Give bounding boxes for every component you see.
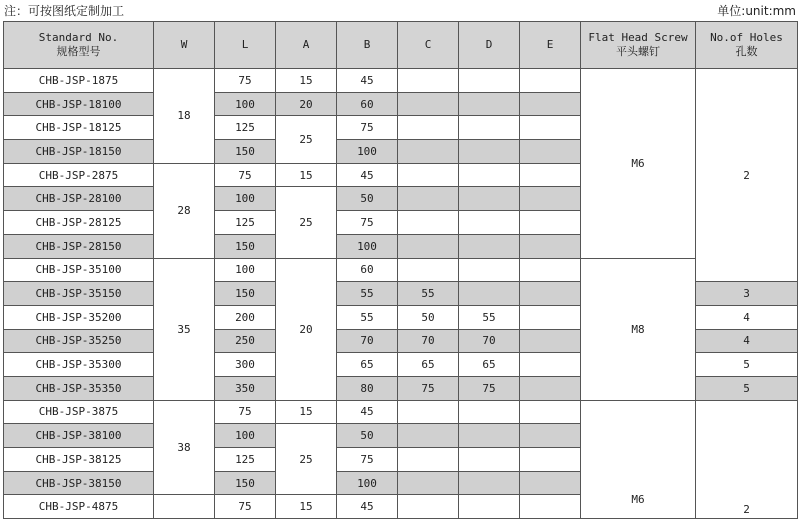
cell-d: 75 [459,376,520,400]
cell-e [520,424,581,448]
cell-e [520,92,581,116]
cell-l: 75 [215,163,276,187]
cell-standard-no: CHB-JSP-38150 [4,471,154,495]
cell-b: 65 [337,353,398,377]
cell-l: 125 [215,116,276,140]
cell-d [459,163,520,187]
cell-l: 150 [215,282,276,306]
cell-standard-no: CHB-JSP-3875 [4,400,154,424]
cell-a-group: 20 [276,258,337,400]
cell-standard-no: CHB-JSP-35150 [4,282,154,306]
cell-b: 50 [337,187,398,211]
cell-b: 100 [337,471,398,495]
cell-b: 75 [337,448,398,472]
cell-e [520,305,581,329]
cell-d [459,140,520,164]
cell-standard-no: CHB-JSP-28150 [4,234,154,258]
cell-a: 15 [276,69,337,93]
header-standard-no: Standard No. 规格型号 [4,22,154,69]
cell-a: 15 [276,400,337,424]
cell-standard-no: CHB-JSP-18100 [4,92,154,116]
cell-d: 55 [459,305,520,329]
cell-c [398,424,459,448]
cell-standard-no: CHB-JSP-35200 [4,305,154,329]
cell-d [459,92,520,116]
cell-l: 125 [215,211,276,235]
unit-label: 单位:unit:mm [717,4,796,18]
cell-b: 75 [337,211,398,235]
cell-w-group: 28 [154,163,215,258]
cell-e [520,140,581,164]
cell-b: 50 [337,424,398,448]
cell-b: 45 [337,495,398,519]
cell-holes: 4 [696,305,798,329]
cell-l: 100 [215,187,276,211]
cell-l: 100 [215,424,276,448]
cell-standard-no: CHB-JSP-2875 [4,163,154,187]
cell-b: 100 [337,140,398,164]
cell-d [459,400,520,424]
cell-e [520,258,581,282]
cell-e [520,471,581,495]
cell-d [459,234,520,258]
cell-d [459,448,520,472]
cell-w-group: 38 [154,400,215,495]
cell-l: 75 [215,400,276,424]
cell-c [398,163,459,187]
cell-standard-no: CHB-JSP-18150 [4,140,154,164]
header-l: L [215,22,276,69]
cell-c: 75 [398,376,459,400]
cell-standard-no: CHB-JSP-1875 [4,69,154,93]
cell-w-group: 18 [154,69,215,164]
header-b: B [337,22,398,69]
cell-standard-no: CHB-JSP-38125 [4,448,154,472]
cell-c [398,448,459,472]
cell-b: 70 [337,329,398,353]
cell-d [459,258,520,282]
cell-b: 55 [337,305,398,329]
cell-d [459,187,520,211]
cell-e [520,376,581,400]
cell-screw-group: M6 [581,400,696,518]
cell-screw-group: M8 [581,258,696,400]
cell-holes-group: 2 [696,400,798,518]
cell-holes: 5 [696,353,798,377]
cell-b: 45 [337,400,398,424]
cell-standard-no: CHB-JSP-28100 [4,187,154,211]
cell-d [459,69,520,93]
table-row [4,69,798,93]
cell-e [520,282,581,306]
table-row [4,400,798,424]
cell-holes: 4 [696,329,798,353]
cell-c [398,258,459,282]
cell-w [154,495,215,519]
cell-l: 100 [215,258,276,282]
cell-c [398,116,459,140]
cell-standard-no: CHB-JSP-35350 [4,376,154,400]
header-e: E [520,22,581,69]
cell-d [459,495,520,519]
cell-standard-no: CHB-JSP-35100 [4,258,154,282]
cell-holes: 5 [696,376,798,400]
cell-c [398,187,459,211]
cell-l: 200 [215,305,276,329]
header-no-of-holes: No.of Holes 孔数 [696,22,798,69]
cell-b: 60 [337,92,398,116]
spec-table [3,21,798,519]
cell-c [398,140,459,164]
table-row [4,258,798,282]
cell-l: 75 [215,495,276,519]
cell-e [520,69,581,93]
cell-d: 70 [459,329,520,353]
cell-standard-no: CHB-JSP-38100 [4,424,154,448]
cell-d [459,116,520,140]
cell-d [459,282,520,306]
cell-e [520,116,581,140]
cell-l: 125 [215,448,276,472]
cell-c [398,92,459,116]
cell-c [398,495,459,519]
cell-standard-no: CHB-JSP-35250 [4,329,154,353]
cell-e [520,211,581,235]
cell-l: 150 [215,234,276,258]
cell-e [520,329,581,353]
header-c: C [398,22,459,69]
cell-l: 100 [215,92,276,116]
cell-w-group: 35 [154,258,215,400]
cell-c [398,400,459,424]
cell-c [398,211,459,235]
cell-c: 55 [398,282,459,306]
cell-a-group: 25 [276,424,337,495]
cell-c: 50 [398,305,459,329]
cell-e [520,163,581,187]
cell-c [398,234,459,258]
header-a: A [276,22,337,69]
cell-standard-no: CHB-JSP-35300 [4,353,154,377]
cell-d [459,211,520,235]
cell-a: 15 [276,495,337,519]
cell-c: 65 [398,353,459,377]
cell-screw-group: M6 [581,69,696,259]
note-text: 注：可按图纸定制加工 [4,4,125,18]
cell-e [520,187,581,211]
cell-a: 15 [276,163,337,187]
cell-b: 80 [337,376,398,400]
cell-b: 45 [337,163,398,187]
cell-l: 150 [215,471,276,495]
cell-d [459,424,520,448]
cell-e [520,495,581,519]
cell-l: 300 [215,353,276,377]
cell-b: 75 [337,116,398,140]
cell-c [398,471,459,495]
cell-b: 55 [337,282,398,306]
header-flat-head-screw: Flat Head Screw 平头螺钉 [581,22,696,69]
cell-d: 65 [459,353,520,377]
cell-c [398,69,459,93]
cell-b: 60 [337,258,398,282]
cell-l: 150 [215,140,276,164]
cell-a: 20 [276,92,337,116]
header-w: W [154,22,215,69]
cell-standard-no: CHB-JSP-18125 [4,116,154,140]
cell-b: 100 [337,234,398,258]
cell-e [520,234,581,258]
cell-standard-no: CHB-JSP-4875 [4,495,154,519]
cell-e [520,448,581,472]
cell-l: 250 [215,329,276,353]
header-row [4,22,798,69]
cell-e [520,400,581,424]
cell-d [459,471,520,495]
cell-holes-group: 2 [696,69,798,282]
cell-holes: 3 [696,282,798,306]
cell-c: 70 [398,329,459,353]
cell-e [520,353,581,377]
cell-l: 75 [215,69,276,93]
cell-l: 350 [215,376,276,400]
cell-a-group: 25 [276,116,337,163]
header-d: D [459,22,520,69]
cell-a-group: 25 [276,187,337,258]
cell-b: 45 [337,69,398,93]
cell-standard-no: CHB-JSP-28125 [4,211,154,235]
